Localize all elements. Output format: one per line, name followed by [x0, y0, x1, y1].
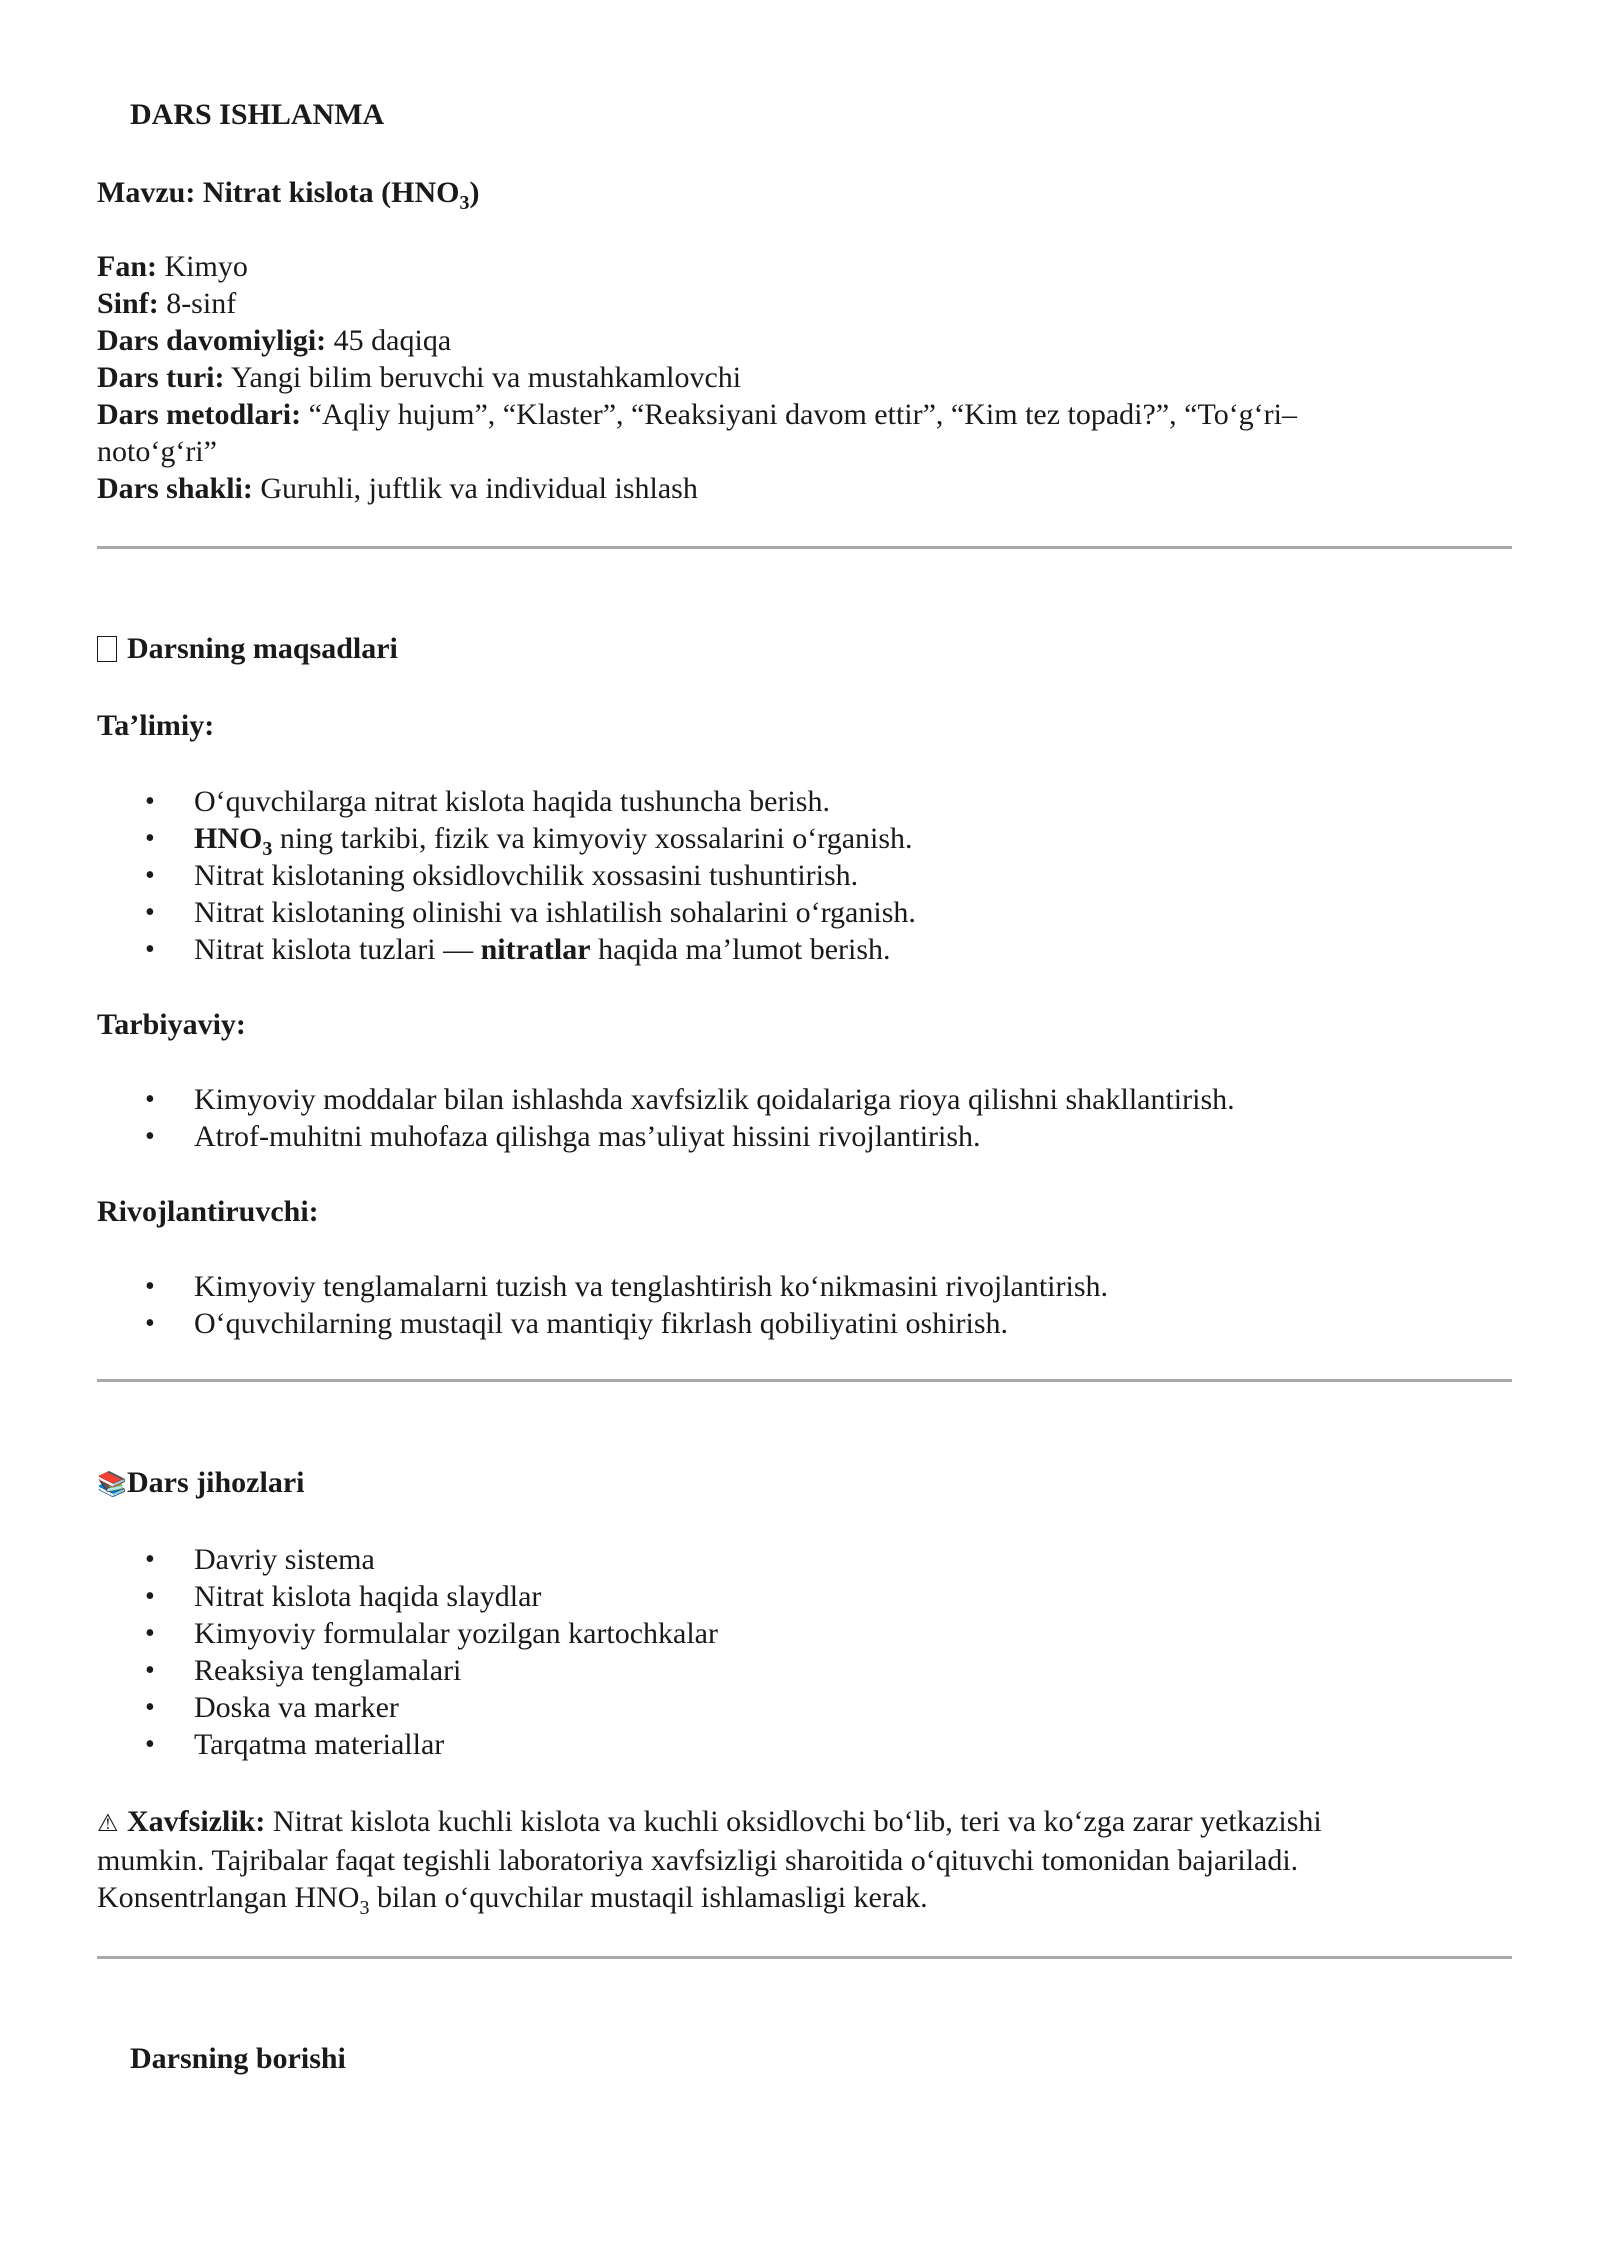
warning-icon: ⚠: [97, 1809, 119, 1837]
list-item: • Nitrat kislota tuzlari — nitratlar haqida ma’lumot berish.: [97, 931, 1512, 968]
list-item: • Nitrat kislotaning olinishi va ishlatilish sohalarini o‘rganish.: [97, 894, 1512, 931]
list-item: • Reaksiya tenglamalari: [97, 1652, 1512, 1689]
meta-form: Dars shakli: Guruhli, juftlik va individual ishlash: [97, 472, 698, 505]
equipment-list: [97, 1541, 1512, 1763]
meta-subject: Fan: Kimyo: [97, 250, 248, 283]
missing-glyph-icon: [97, 636, 117, 662]
list-item: • Nitrat kislota haqida slaydlar: [97, 1578, 1512, 1615]
list-item: • Davriy sistema: [97, 1541, 1512, 1578]
goals-heading: Darsning maqsadlari: [97, 630, 398, 667]
meta-methods-cont: noto‘g‘ri”: [97, 435, 217, 468]
divider: [97, 546, 1512, 549]
lesson-topic: Mavzu: Nitrat kislota $(HNO_3)$: [97, 176, 480, 214]
divider: [97, 1379, 1512, 1382]
document-title: DARS ISHLANMA: [130, 98, 385, 131]
developmental-list: [97, 1268, 1512, 1342]
list-item: • Doska va marker: [97, 1689, 1512, 1726]
list-item: • O‘quvchilarning mustaqil va mantiqiy fikrlash qobiliyatini oshirish.: [97, 1305, 1512, 1342]
meta-type: Dars turi: Yangi bilim beruvchi va mustahkamlovchi: [97, 361, 742, 394]
developmental-label: Rivojlantiruvchi:: [97, 1195, 319, 1228]
list-item: • Tarqatma materiallar: [97, 1726, 1512, 1763]
educational-label: Ta’limiy:: [97, 709, 215, 742]
upbringing-label: Tarbiyaviy:: [97, 1008, 246, 1041]
lesson-process-heading: Darsning borishi: [130, 2042, 346, 2075]
equipment-heading: 📚Dars jihozlari: [97, 1464, 304, 1503]
list-item: • $HNO_3$ ning tarkibi, fizik va kimyoviy xossalarini o‘rganish.: [97, 820, 1512, 857]
safety-note: ⚠ Xavfsizlik: Nitrat kislota kuchli kislota va kuchli oksidlovchi bo‘lib, teri va ko‘zga zarar yetkazishi mumkin. Tajribalar faqat tegishli laboratoriya xavfsizligi sharoitida o‘qituvchi tomonidan bajariladi. Konsentrlangan $HNO_3$ bilan o‘quvchilar mustaqil ishlamasligi kerak.: [97, 1805, 1322, 1919]
lesson-meta: [97, 248, 1512, 507]
meta-methods: Dars metodlari: “Aqliy hujum”, “Klaster”, “Reaksiyani davom ettir”, “Kim tez topadi?”, “To‘g‘ri–: [97, 398, 1297, 431]
list-item: • Kimyoviy formulalar yozilgan kartochkalar: [97, 1615, 1512, 1652]
list-item: • Atrof-muhitni muhofaza qilishga mas’uliyat hissini rivojlantirish.: [97, 1118, 1512, 1155]
list-item: • Kimyoviy tenglamalarni tuzish va tenglashtirish ko‘nikmasini rivojlantirish.: [97, 1268, 1512, 1305]
upbringing-list: [97, 1081, 1512, 1155]
list-item: • Kimyoviy moddalar bilan ishlashda xavfsizlik qoidalariga rioya qilishni shakllantirish.: [97, 1081, 1512, 1118]
divider: [97, 1956, 1512, 1959]
list-item: • O‘quvchilarga nitrat kislota haqida tushuncha berish.: [97, 783, 1512, 820]
list-item: • Nitrat kislotaning oksidlovchilik xossasini tushuntirish.: [97, 857, 1512, 894]
books-icon: 📚: [97, 1470, 127, 1498]
meta-duration: Dars davomiyligi: 45 daqiqa: [97, 324, 452, 357]
educational-list: [97, 783, 1512, 968]
meta-grade: Sinf: 8-sinf: [97, 287, 237, 320]
